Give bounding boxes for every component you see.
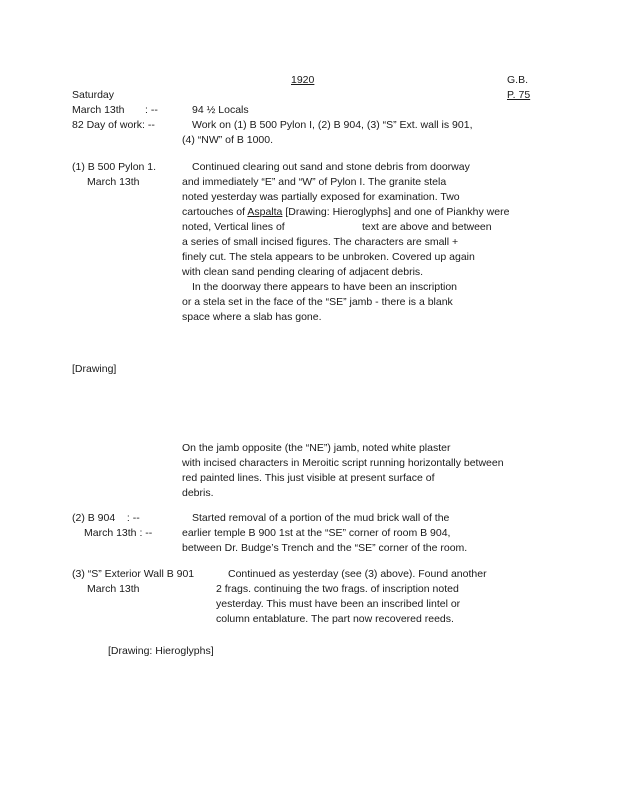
year-heading: 1920 xyxy=(291,74,315,86)
date-separator: : -- xyxy=(145,104,158,116)
entry-label: (2) B 904 : -- xyxy=(72,512,140,524)
drawing-placeholder: [Drawing: Hieroglyphs] xyxy=(108,645,214,657)
entry-text-line: between Dr. Budge’s Trench and the “SE” corner of the room. xyxy=(182,542,468,554)
entry-text-line: Continued as yesterday (see (3) above). Found another xyxy=(228,568,487,580)
entry-text-line: space where a slab has gone. xyxy=(182,311,322,323)
entry-label: (1) B 500 Pylon 1. xyxy=(72,161,157,173)
entry-text-line: noted yesterday was partially exposed for examination. Two xyxy=(182,191,460,203)
initials: G.B. xyxy=(507,74,529,86)
entry-text-line: finely cut. The stela appears to be unbroken. Covered up again xyxy=(182,251,475,263)
entry-label: (3) “S” Exterior Wall B 901 xyxy=(72,568,195,580)
entry-date: March 13th xyxy=(87,176,140,188)
entry-date: March 13th xyxy=(87,583,140,595)
work-summary-line: Work on (1) B 500 Pylon I, (2) B 904, (3) “S” Ext. wall is 901, xyxy=(192,119,473,131)
entry-text-line: 2 frags. continuing the two frags. of inscription noted xyxy=(216,583,459,595)
jamb-text-line: with incised characters in Meroitic script running horizontally between xyxy=(182,457,504,469)
entry-date: March 13th : -- xyxy=(84,527,153,539)
page-number: P. 75 xyxy=(507,89,531,101)
entry-text-line: Started removal of a portion of the mud brick wall of the xyxy=(192,512,450,524)
entry-text-line: yesterday. This must have been an inscribed lintel or xyxy=(216,598,461,610)
entry-text-line: with clean sand pending clearing of adjacent debris. xyxy=(182,266,424,278)
work-summary-line: (4) “NW” of B 1000. xyxy=(182,134,274,146)
drawing-placeholder: [Drawing] xyxy=(72,363,117,375)
entry-text-line: cartouches of Aspalta [Drawing: Hieroglyphs] and one of Piankhy were xyxy=(182,206,510,218)
jamb-text-line: red painted lines. This just visible at present surface of xyxy=(182,472,435,484)
entry-text-line: a series of small incised figures. The characters are small + xyxy=(182,236,459,248)
entry-text-line: or a stela set in the face of the “SE” jamb - there is a blank xyxy=(182,296,453,308)
entry-text-line: In the doorway there appears to have been an inscription xyxy=(192,281,458,293)
day-of-work: 82 Day of work: -- xyxy=(72,119,155,131)
underlined-name: Aspalta xyxy=(247,206,283,218)
entry-text-line: column entablature. The part now recovered reeds. xyxy=(216,613,454,625)
entry-text-line: text are above and between xyxy=(362,221,492,233)
entry-text-line: noted, Vertical lines of xyxy=(182,221,285,233)
date-label: March 13th xyxy=(72,104,125,116)
weekday: Saturday xyxy=(72,89,115,101)
jamb-text-line: debris. xyxy=(182,487,214,499)
locals-count: 94 ½ Locals xyxy=(192,104,249,116)
entry-text-line: Continued clearing out sand and stone debris from doorway xyxy=(192,161,470,173)
entry-text-line: and immediately “E” and “W” of Pylon I. The granite stela xyxy=(182,176,447,188)
jamb-text-line: On the jamb opposite (the “NE”) jamb, noted white plaster xyxy=(182,442,451,454)
entry-text-line: earlier temple B 900 1st at the “SE” corner of room B 904, xyxy=(182,527,451,539)
